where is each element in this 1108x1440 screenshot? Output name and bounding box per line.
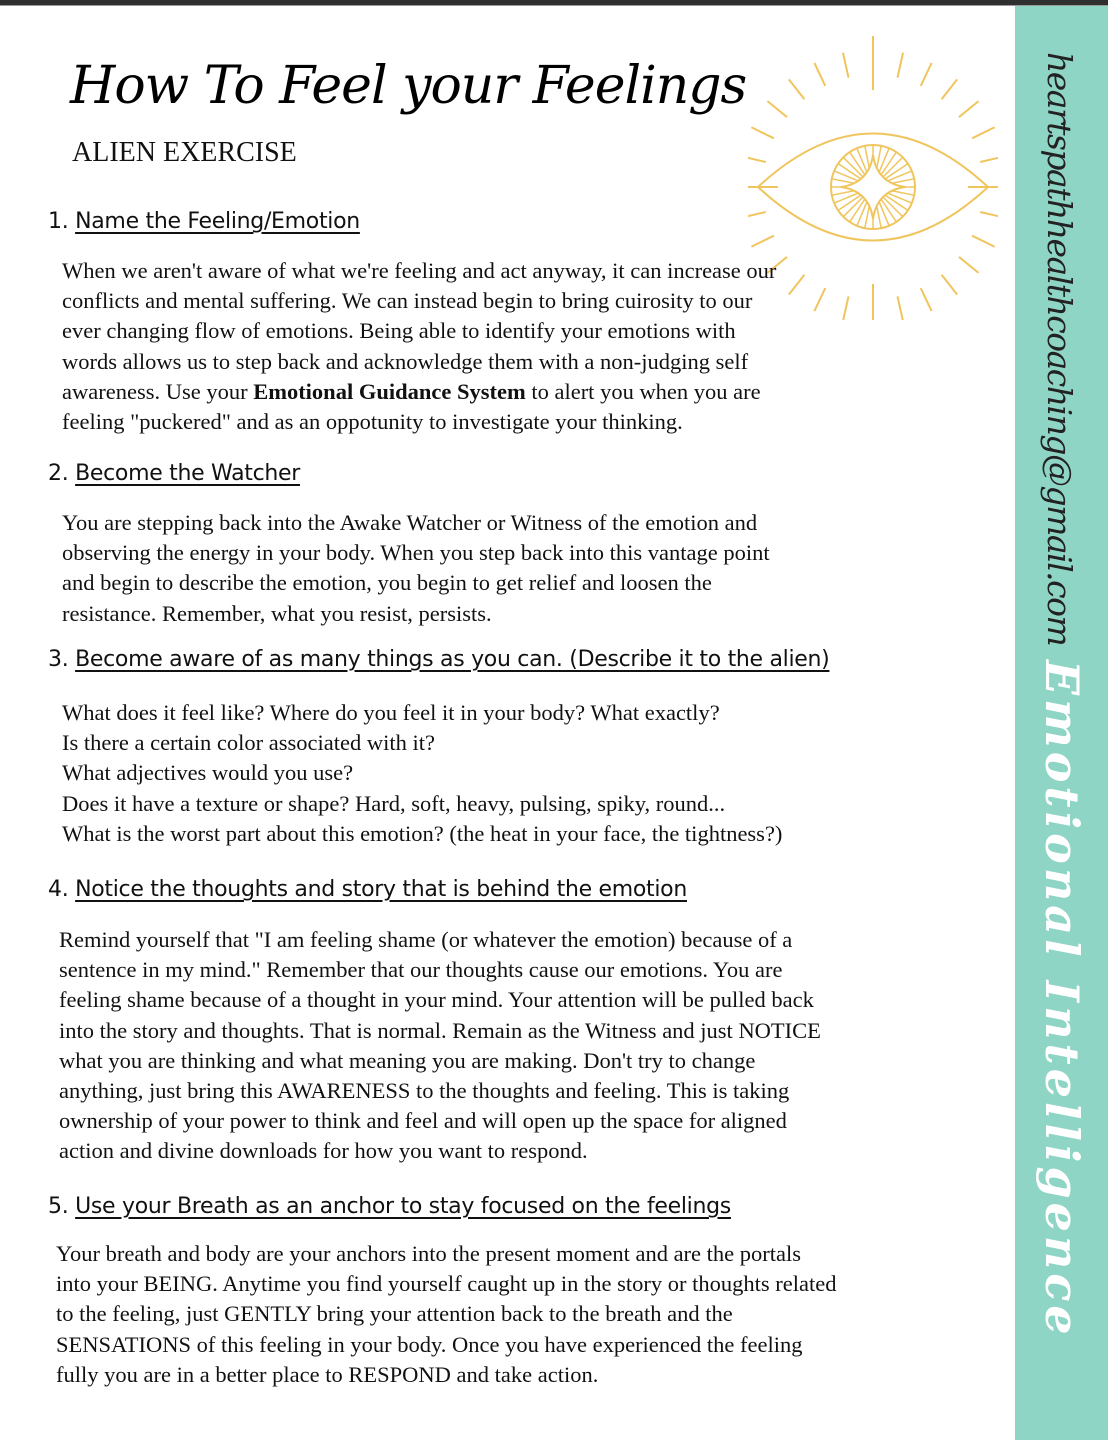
- body-line: to the feeling, just GENTLY bring your attention back to the breath and the: [56, 1301, 733, 1327]
- body-line: fully you are in a better place to RESPOND and take action.: [56, 1361, 599, 1387]
- body-line: [62, 377, 776, 407]
- section-body-5: [56, 1239, 837, 1390]
- section-heading-3: [48, 647, 829, 672]
- body-line: feeling shame because of a thought in your mind. Your attention will be pulled back: [59, 987, 814, 1013]
- sun-ray: [972, 236, 995, 247]
- sun-ray: [942, 275, 958, 295]
- body-text: to alert you when you are: [525, 378, 761, 404]
- window-top-bar: [0, 0, 1108, 6]
- sun-ray: [748, 212, 766, 218]
- sun-ray: [843, 53, 849, 78]
- section-heading-5: [48, 1194, 731, 1219]
- section-number: 4.: [48, 877, 69, 902]
- body-line: conflicts and mental suffering. We can instead begin to bring cuirosity to our: [62, 288, 753, 314]
- body-text: awareness. Use your: [62, 378, 254, 404]
- body-line: anything, just bring this AWARENESS to the thoughts and feeling. This is taking: [59, 1078, 790, 1104]
- sun-ray: [751, 236, 774, 247]
- body-line: what you are thinking and what meaning you are making. Don't try to change: [59, 1047, 756, 1073]
- section-body-1: [62, 256, 776, 437]
- body-line: Remind yourself that "I am feeling shame (or whatever the emotion) because of a: [59, 927, 793, 952]
- page-subtitle: ALIEN EXERCISE: [72, 137, 297, 168]
- body-line: ownership of your power to think and feel and will open up the space for aligned: [59, 1108, 787, 1134]
- sun-ray: [789, 79, 805, 99]
- body-line: When we aren't aware of what we're feeling and act anyway, it can increase our: [62, 258, 777, 283]
- body-line: Does it have a texture or shape? Hard, soft, heavy, pulsing, spiky, round...: [62, 790, 726, 816]
- sun-ray: [789, 275, 805, 295]
- body-line: What is the worst part about this emotion? (the heat in your face, the tightness?): [62, 820, 783, 846]
- sun-ray: [942, 79, 958, 99]
- body-line: observing the energy in your body. When you step back into this vantage point: [62, 540, 770, 566]
- sun-ray: [959, 257, 979, 273]
- sun-ray: [767, 101, 787, 117]
- section-heading-1: [48, 209, 360, 234]
- body-line: into the story and thoughts. That is normal. Remain as the Witness and just NOTICE: [59, 1017, 821, 1043]
- sun-ray: [814, 288, 825, 311]
- sun-ray: [751, 127, 774, 138]
- section-body-2: [62, 508, 770, 629]
- sun-ray: [897, 53, 903, 78]
- sun-ray: [897, 296, 903, 320]
- section-body-3: [62, 698, 782, 849]
- section-number: 5.: [48, 1194, 69, 1219]
- body-line: feeling "puckered" and as an oppotunity to investigate your thinking.: [62, 409, 683, 435]
- body-line: What adjectives would you use?: [62, 760, 354, 786]
- page-title: How To Feel your Feelings: [70, 56, 747, 116]
- body-line: action and divine downloads for how you want to respond.: [59, 1138, 588, 1164]
- section-title: Notice the thoughts and story that is behind the emotion: [75, 877, 687, 902]
- section-number: 3.: [48, 647, 69, 672]
- body-line: ever changing flow of emotions. Being able to identify your emotions with: [62, 318, 736, 344]
- body-line: into your BEING. Anytime you find yourself caught up in the story or thoughts related: [56, 1271, 837, 1297]
- starburst-eye-icon: [748, 20, 998, 320]
- sun-ray: [980, 212, 998, 218]
- body-line: SENSATIONS of this feeling in your body. Once you have experienced the feeling: [56, 1331, 803, 1357]
- section-title: Use your Breath as an anchor to stay focused on the feelings: [75, 1194, 731, 1219]
- sun-ray: [921, 288, 932, 311]
- sun-ray: [921, 63, 932, 86]
- section-title: Become aware of as many things as you can. (Describe it to the alien): [75, 647, 830, 672]
- sun-ray: [843, 296, 849, 320]
- section-number: 1.: [48, 209, 69, 234]
- sidebar-tagline: Emotional Intelligence: [1035, 660, 1089, 1339]
- body-line: and begin to describe the emotion, you begin to get relief and loosen the: [62, 570, 712, 596]
- body-line: sentence in my mind." Remember that our thoughts cause our emotions. You are: [59, 957, 783, 983]
- sun-ray: [959, 101, 979, 117]
- section-heading-4: [48, 877, 687, 902]
- sun-ray: [980, 156, 998, 162]
- body-line: words allows us to step back and acknowledge them with a non-judging self: [62, 348, 749, 374]
- body-line: Your breath and body are your anchors into the present moment and are the portals: [56, 1241, 802, 1266]
- body-line: resistance. Remember, what you resist, persists.: [62, 600, 492, 626]
- section-body-4: [59, 925, 821, 1167]
- sun-ray: [814, 63, 825, 86]
- emphasis-text: Emotional Guidance System: [253, 378, 526, 404]
- body-line: Is there a certain color associated with it?: [62, 730, 435, 756]
- sun-ray: [748, 156, 766, 162]
- body-line: What does it feel like? Where do you feel it in your body? What exactly?: [62, 700, 720, 725]
- section-title: Become the Watcher: [75, 461, 301, 486]
- sun-ray: [972, 127, 995, 138]
- section-heading-2: [48, 461, 300, 486]
- sidebar-email: heartspathhealthcoaching@gmail.com: [1040, 52, 1079, 646]
- section-title: Name the Feeling/Emotion: [75, 209, 360, 234]
- body-line: You are stepping back into the Awake Watcher or Witness of the emotion and: [62, 510, 758, 535]
- section-number: 2.: [48, 461, 69, 486]
